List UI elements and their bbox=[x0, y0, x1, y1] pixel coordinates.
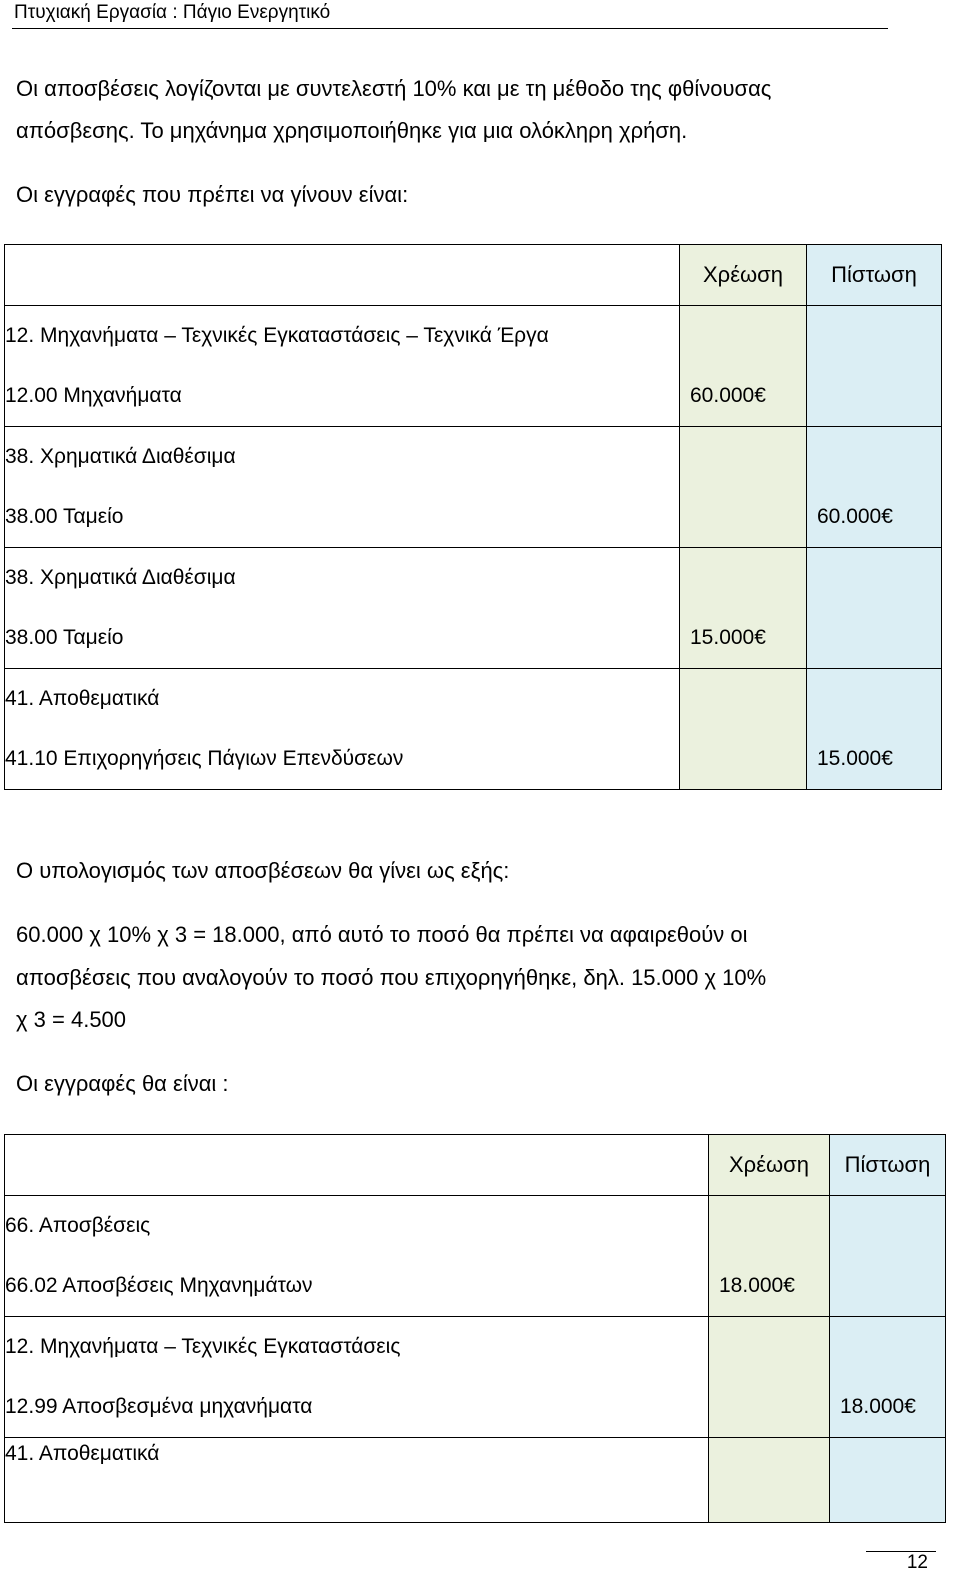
table-row bbox=[5, 608, 942, 669]
credit-cell bbox=[807, 548, 942, 609]
credit-cell bbox=[807, 608, 942, 669]
credit-cell: 60.000€ bbox=[807, 487, 942, 548]
table-row bbox=[5, 1438, 946, 1523]
table2-credit-header: Πίστωση bbox=[830, 1135, 946, 1196]
table-row bbox=[5, 1377, 946, 1438]
table2-debit-header: Χρέωση bbox=[709, 1135, 830, 1196]
debit-cell bbox=[680, 669, 807, 730]
debit-cell bbox=[709, 1377, 830, 1438]
calc-line-4: χ 3 = 4.500 bbox=[16, 1007, 127, 1032]
journal-table-1 bbox=[4, 244, 942, 790]
table-row bbox=[5, 427, 942, 488]
debit-cell bbox=[680, 306, 807, 367]
table1-header-account bbox=[5, 245, 680, 306]
account-cell: 38. Χρηματικά Διαθέσιμα bbox=[5, 548, 680, 609]
account-cell: 41.10 Επιχορηγήσεις Πάγιων Επενδύσεων bbox=[5, 729, 680, 790]
account-cell: 12.00 Μηχανήματα bbox=[5, 366, 680, 427]
page-header bbox=[12, 0, 888, 29]
debit-cell bbox=[709, 1196, 830, 1257]
header-title: Πτυχιακή Εργασία : Πάγιο Ενεργητικό bbox=[14, 2, 331, 23]
table-row bbox=[5, 1256, 946, 1317]
account-cell: 38.00 Ταμείο bbox=[5, 608, 680, 669]
calc-line-3: αποσβέσεις που αναλογούν το ποσό που επιχορηγήθηκε, δηλ. 15.000 χ 10% bbox=[16, 965, 767, 990]
debit-cell bbox=[680, 427, 807, 488]
intro-line-2: απόσβεσης. Το μηχάνημα χρησιμοποιήθηκε για μια ολόκληρη χρήση. bbox=[16, 118, 688, 143]
credit-cell bbox=[807, 306, 942, 367]
debit-cell bbox=[680, 729, 807, 790]
credit-cell bbox=[807, 427, 942, 488]
credit-cell bbox=[807, 366, 942, 427]
intro-line-3: Οι εγγραφές που πρέπει να γίνουν είναι: bbox=[16, 182, 409, 207]
account-cell: 38. Χρηματικά Διαθέσιμα bbox=[5, 427, 680, 488]
credit-cell: 15.000€ bbox=[807, 729, 942, 790]
calc-line-2: 60.000 χ 10% χ 3 = 18.000, από αυτό το ποσό θα πρέπει να αφαιρεθούν οι bbox=[16, 922, 748, 947]
credit-cell bbox=[830, 1256, 946, 1317]
debit-cell bbox=[680, 548, 807, 609]
account-cell: 12. Μηχανήματα – Τεχνικές Εγκαταστάσεις bbox=[5, 1317, 709, 1378]
table1-credit-header: Πίστωση bbox=[807, 245, 942, 306]
intro-line-1: Οι αποσβέσεις λογίζονται με συντελεστή 10% και με τη μέθοδο της φθίνουσας bbox=[16, 76, 772, 101]
account-cell: 41. Αποθεματικά bbox=[5, 1438, 709, 1523]
page-number: 12 bbox=[866, 1551, 936, 1574]
table-row bbox=[5, 366, 942, 427]
account-cell: 66.02 Αποσβέσεις Μηχανημάτων bbox=[5, 1256, 709, 1317]
debit-cell bbox=[709, 1438, 830, 1523]
debit-cell: 60.000€ bbox=[680, 366, 807, 427]
credit-cell bbox=[830, 1196, 946, 1257]
table-row bbox=[5, 306, 942, 367]
account-cell: 66. Αποσβέσεις bbox=[5, 1196, 709, 1257]
debit-cell: 18.000€ bbox=[709, 1256, 830, 1317]
account-cell: 12. Μηχανήματα – Τεχνικές Εγκαταστάσεις – Τεχνικά Έργα bbox=[5, 306, 680, 367]
table-row bbox=[5, 669, 942, 730]
table-row bbox=[5, 729, 942, 790]
table2-header-row bbox=[5, 1135, 946, 1196]
credit-cell bbox=[830, 1438, 946, 1523]
table-row bbox=[5, 487, 942, 548]
table-row bbox=[5, 548, 942, 609]
account-cell: 38.00 Ταμείο bbox=[5, 487, 680, 548]
credit-cell: 18.000€ bbox=[830, 1377, 946, 1438]
debit-cell: 15.000€ bbox=[680, 608, 807, 669]
account-cell: 41. Αποθεματικά bbox=[5, 669, 680, 730]
calc-line-5: Οι εγγραφές θα είναι : bbox=[16, 1071, 229, 1096]
table2-header-account bbox=[5, 1135, 709, 1196]
debit-cell bbox=[709, 1317, 830, 1378]
table1-header-row bbox=[5, 245, 942, 306]
account-cell: 12.99 Αποσβεσμένα μηχανήματα bbox=[5, 1377, 709, 1438]
debit-cell bbox=[680, 487, 807, 548]
journal-table-2 bbox=[4, 1134, 946, 1523]
calc-line-1: Ο υπολογισμός των αποσβέσεων θα γίνει ως εξής: bbox=[16, 858, 510, 883]
table-row bbox=[5, 1196, 946, 1257]
credit-cell bbox=[807, 669, 942, 730]
table-row bbox=[5, 1317, 946, 1378]
table1-debit-header: Χρέωση bbox=[680, 245, 807, 306]
credit-cell bbox=[830, 1317, 946, 1378]
